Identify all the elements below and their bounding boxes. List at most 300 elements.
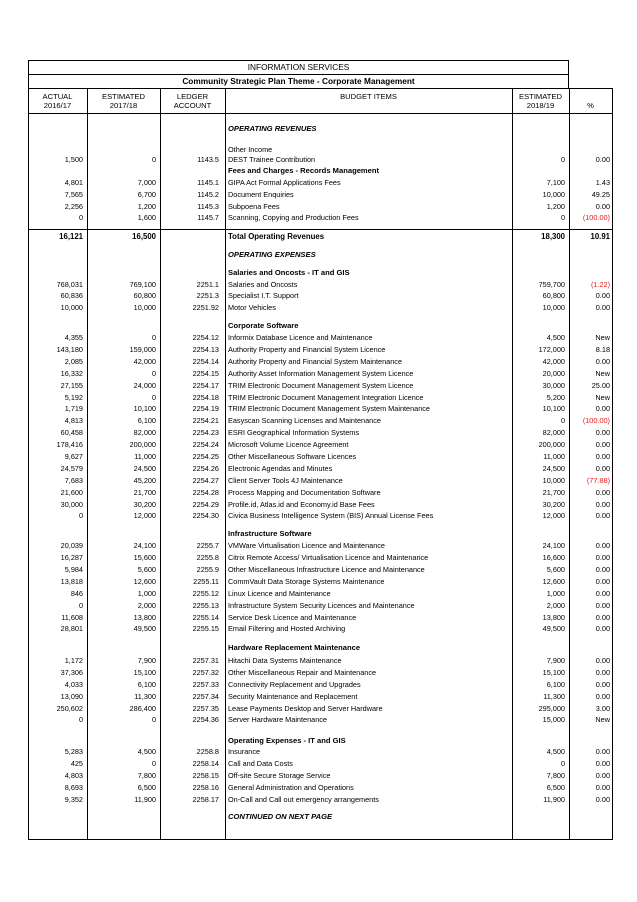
pct-cell: 0.00 [595,771,610,780]
ledger-cell: 2255.11 [193,577,219,586]
estimated-cell: 10,100 [133,404,156,413]
col-line [225,88,226,840]
estimated-cell: 24,000 [133,381,156,390]
pct-cell: 0.00 [595,428,610,437]
estimated-next-cell: 759,700 [538,280,565,289]
ledger-cell: 2251.92 [192,303,219,312]
ledger-cell: 2254.14 [192,357,219,366]
estimated-next-cell: 295,000 [538,704,565,713]
actual-cell: 5,984 [64,565,83,574]
ledger-cell: 2254.24 [192,440,219,449]
actual-cell: 5,283 [64,747,83,756]
estimated-next-cell: 15,000 [542,715,565,724]
ledger-cell: 2257.32 [192,668,219,677]
col-header-line: ACTUAL [42,92,73,101]
pct-cell: 0.00 [595,692,610,701]
pct-cell: 0.00 [595,613,610,622]
pct-cell: 0.00 [595,303,610,312]
pct-cell: 0.00 [595,668,610,677]
pct-cell: 0.00 [595,553,610,562]
ledger-cell: 2255.7 [196,541,219,550]
col-header-line: LEDGER [176,92,209,101]
pct-cell: 0.00 [595,155,610,164]
ledger-cell: 2257.33 [192,680,219,689]
actual-cell: 20,039 [60,541,83,550]
estimated-cell: 200,000 [129,440,156,449]
actual-cell: 250,602 [56,704,83,713]
estimated-cell: 1,000 [137,589,156,598]
actual-cell: 4,801 [64,178,83,187]
ledger-cell: 1145.2 [197,190,219,199]
estimated-next-cell: 11,000 [543,452,565,461]
budget-item-cell: DEST Trainee Contribution [228,155,316,164]
ledger-cell: 1145.7 [197,213,219,222]
budget-item-cell: TRIM Electronic Document Management System Maintenance [228,404,430,413]
estimated-next-cell: 4,500 [546,747,565,756]
pct-cell: 0.00 [595,202,610,211]
title-divider [28,74,569,75]
budget-item-cell: Total Operating Revenues [228,232,325,241]
estimated-next-cell: 7,100 [546,178,565,187]
pct-cell: (77.88) [586,476,610,485]
actual-cell: 9,352 [64,795,83,804]
actual-cell: 13,090 [60,692,83,701]
pct-cell: 0.00 [595,747,610,756]
estimated-cell: 2,000 [137,601,156,610]
estimated-next-cell: 4,500 [546,333,565,342]
ledger-cell: 2258.14 [192,759,219,768]
budget-item-cell: Fees and Charges - Records Management [228,166,380,175]
budget-item-cell: OPERATING REVENUES [228,124,317,133]
estimated-next-cell: 30,200 [542,500,565,509]
actual-cell: 10,000 [60,303,83,312]
estimated-cell: 15,600 [133,553,156,562]
ledger-cell: 1145.3 [197,202,219,211]
estimated-next-cell: 82,000 [542,428,565,437]
page-subtitle: Community Strategic Plan Theme - Corporate Management [182,76,415,86]
budget-item-cell: Infrastructure Software [228,529,312,538]
pct-cell: 0.00 [595,656,610,665]
col-header-line: % [587,101,594,110]
estimated-cell: 769,100 [129,280,156,289]
budget-item-cell: Infrastructure System Security Licences and Maintenance [228,601,415,610]
budget-item-cell: Call and Data Costs [228,759,293,768]
ledger-cell: 2254.18 [192,393,219,402]
budget-item-cell: Salaries and Oncosts - IT and GIS [228,268,350,277]
budget-item-cell: Security Maintenance and Replacement [228,692,358,701]
actual-cell: 16,287 [60,553,83,562]
estimated-next-cell: 12,600 [542,577,565,586]
col-header-pct [569,101,612,110]
pct-cell: New [595,369,610,378]
ledger-cell: 2254.19 [192,404,219,413]
estimated-next-cell: 0 [560,213,565,222]
ledger-cell: 2255.12 [192,589,219,598]
ledger-cell: 2254.12 [192,333,219,342]
estimated-next-cell: 11,900 [543,795,565,804]
budget-item-cell: Lease Payments Desktop and Server Hardware [228,704,383,713]
estimated-cell: 0 [151,369,156,378]
ledger-cell: 2255.9 [196,565,219,574]
ledger-cell: 2254.21 [192,416,219,425]
budget-item-cell: Easyscan Scanning Licenses and Maintenance [228,416,381,425]
estimated-cell: 4,500 [137,747,156,756]
estimated-cell: 49,500 [133,624,156,633]
pct-cell: 0.00 [595,759,610,768]
actual-cell: 0 [78,715,83,724]
actual-cell: 7,565 [64,190,83,199]
estimated-cell: 16,500 [132,232,156,241]
actual-cell: 37,306 [60,668,83,677]
estimated-cell: 6,500 [137,783,156,792]
estimated-next-cell: 42,000 [542,357,565,366]
actual-cell: 0 [78,511,83,520]
ledger-cell: 2254.26 [192,464,219,473]
budget-item-cell: Specialist I.T. Support [228,291,299,300]
actual-cell: 30,000 [60,500,83,509]
ledger-cell: 2251.1 [196,280,219,289]
budget-item-cell: Civica Business Intelligence System (BIS) Annual License Fees [228,511,434,520]
estimated-cell: 60,800 [133,291,156,300]
estimated-cell: 15,100 [133,668,156,677]
actual-cell: 8,693 [64,783,83,792]
page-title: INFORMATION SERVICES [247,62,350,72]
budget-item-cell: Other Miscellaneous Software Licences [228,452,357,461]
actual-cell: 846 [70,589,83,598]
col-header-estimated-next [512,92,569,110]
ledger-cell: 2254.23 [192,428,219,437]
estimated-cell: 0 [151,333,156,342]
ledger-cell: 2258.8 [196,747,219,756]
pct-cell: 0.00 [595,452,610,461]
col-header-line: 2018/19 [526,101,555,110]
estimated-cell: 0 [151,155,156,164]
estimated-next-cell: 60,800 [542,291,565,300]
ledger-cell: 2254.28 [192,488,219,497]
ledger-cell: 2254.29 [192,500,219,509]
budget-item-cell: Authority Property and Financial System Licence [228,345,386,354]
ledger-cell: 2255.8 [196,553,219,562]
budget-item-cell: OPERATING EXPENSES [228,250,316,259]
pct-cell: New [595,393,610,402]
pct-cell: 0.00 [595,404,610,413]
col-line [612,88,613,840]
pct-cell: 0.00 [595,464,610,473]
ledger-cell: 2254.36 [192,715,219,724]
pct-cell: 0.00 [595,601,610,610]
estimated-next-cell: 10,000 [542,303,565,312]
estimated-next-cell: 6,500 [546,783,565,792]
budget-item-cell: Citrix Remote Access/ Virtualisation Licence and Maintenance [228,553,429,562]
pct-cell: 0.00 [595,680,610,689]
pct-cell: 0.00 [595,440,610,449]
frame-bottom [28,839,613,840]
budget-item-cell: Hardware Replacement Maintenance [228,643,361,652]
budget-item-cell: Linux Licence and Maintenance [228,589,331,598]
budget-item-cell: Document Enquiries [228,190,294,199]
estimated-cell: 0 [151,393,156,402]
actual-cell: 1,719 [64,404,83,413]
ledger-cell: 2255.14 [192,613,219,622]
estimated-cell: 0 [151,715,156,724]
ledger-cell: 2251.3 [196,291,219,300]
estimated-cell: 13,800 [133,613,156,622]
estimated-cell: 82,000 [133,428,156,437]
actual-cell: 0 [78,601,83,610]
estimated-cell: 42,000 [133,357,156,366]
col-header-line: ACCOUNT [173,101,212,110]
budget-item-cell: Other Income [228,145,273,154]
estimated-next-cell: 7,800 [546,771,565,780]
actual-cell: 16,332 [60,369,83,378]
estimated-next-cell: 10,100 [542,404,565,413]
estimated-next-cell: 20,000 [542,369,565,378]
actual-cell: 28,801 [60,624,83,633]
estimated-next-cell: 16,600 [542,553,565,562]
estimated-next-cell: 0 [560,155,565,164]
actual-cell: 1,500 [64,155,83,164]
ledger-cell: 1145.1 [197,178,219,187]
budget-item-cell: On-Call and Call out emergency arrangements [228,795,379,804]
actual-cell: 4,355 [64,333,83,342]
estimated-cell: 10,000 [133,303,156,312]
budget-item-cell: Authority Asset Information Management System Licence [228,369,414,378]
actual-cell: 60,458 [60,428,83,437]
pct-cell: 0.00 [595,511,610,520]
estimated-next-cell: 49,500 [542,624,565,633]
ledger-cell: 2257.31 [192,656,219,665]
pct-cell: 0.00 [595,577,610,586]
budget-item-cell: Microsoft Volume Licence Agreement [228,440,349,449]
budget-item-cell: General Administration and Operations [228,783,354,792]
pct-cell: New [595,333,610,342]
budget-item-cell: Authority Property and Financial System Maintenance [228,357,402,366]
estimated-cell: 24,500 [133,464,156,473]
budget-item-cell: Motor Vehicles [228,303,276,312]
col-header-line: ESTIMATED [102,92,145,101]
actual-cell: 24,579 [60,464,83,473]
estimated-cell: 5,600 [137,565,156,574]
estimated-cell: 12,000 [133,511,156,520]
ledger-cell: 2255.13 [192,601,219,610]
budget-item-cell: Client Server Tools 4J Maintenance [228,476,343,485]
budget-item-cell: Informix Database Licence and Maintenance [228,333,373,342]
pct-cell: 0.00 [595,589,610,598]
actual-cell: 768,031 [56,280,83,289]
estimated-next-cell: 13,800 [542,613,565,622]
estimated-cell: 6,100 [137,680,156,689]
estimated-next-cell: 7,900 [546,656,565,665]
pct-cell: 0.00 [595,795,610,804]
estimated-next-cell: 2,000 [546,601,565,610]
pct-cell: 1.43 [595,178,610,187]
ledger-cell: 2258.16 [192,783,219,792]
estimated-cell: 11,000 [134,452,156,461]
estimated-cell: 286,400 [129,704,156,713]
ledger-cell: 2254.13 [192,345,219,354]
actual-cell: 27,155 [60,381,83,390]
actual-cell: 2,256 [64,202,83,211]
subtitle-divider [28,88,613,89]
estimated-next-cell: 1,000 [546,589,565,598]
estimated-cell: 7,000 [137,178,156,187]
budget-item-cell: Scanning, Copying and Production Fees [228,213,359,222]
pct-cell: (1.22) [590,280,610,289]
budget-item-cell: Corporate Software [228,321,299,330]
estimated-next-cell: 172,000 [538,345,565,354]
budget-item-cell: TRIM Electronic Document Management Integration Licence [228,393,424,402]
budget-item-cell: Other Miscellaneous Infrastructure Licence and Maintenance [228,565,425,574]
budget-item-cell: Operating Expenses - IT and GIS [228,736,346,745]
budget-item-cell: TRIM Electronic Document Management System Licence [228,381,414,390]
budget-item-cell: Email Filtering and Hosted Archiving [228,624,346,633]
estimated-next-cell: 21,700 [542,488,565,497]
pct-cell: 49.25 [591,190,610,199]
actual-cell: 4,033 [64,680,83,689]
pct-cell: 0.00 [595,541,610,550]
ledger-cell: 2257.34 [192,692,219,701]
actual-cell: 16,121 [59,232,83,241]
estimated-cell: 7,900 [137,656,156,665]
budget-item-cell: Process Mapping and Documentation Software [228,488,381,497]
col-header-line: ESTIMATED [519,92,562,101]
ledger-cell: 2255.15 [192,624,219,633]
col-header-line: 2016/17 [43,101,72,110]
estimated-cell: 24,100 [133,541,156,550]
estimated-next-cell: 11,300 [543,692,565,701]
actual-cell: 7,683 [64,476,83,485]
estimated-cell: 6,700 [137,190,156,199]
actual-cell: 178,416 [56,440,83,449]
pct-cell: 0.00 [595,500,610,509]
pct-cell: 0.00 [595,488,610,497]
pct-cell: New [595,715,610,724]
budget-item-cell: Electronic Agendas and Minutes [228,464,333,473]
actual-cell: 21,600 [60,488,83,497]
estimated-next-cell: 200,000 [538,440,565,449]
budget-item-cell: GIPA Act Formal Applications Fees [228,178,341,187]
estimated-next-cell: 6,100 [546,680,565,689]
total-divider [28,229,613,230]
pct-cell: 25.00 [591,381,610,390]
ledger-cell: 1143.5 [197,155,219,164]
ledger-cell: 2254.15 [192,369,219,378]
estimated-next-cell: 5,200 [546,393,565,402]
budget-item-cell: Profile.id, Atlas.id and Economy.id Base Fees [228,500,375,509]
budget-item-cell: Server Hardware Maintenance [228,715,327,724]
actual-cell: 11,608 [61,613,83,622]
budget-item-cell: Subpoena Fees [228,202,280,211]
ledger-cell: 2254.27 [192,476,219,485]
estimated-next-cell: 10,000 [542,476,565,485]
pct-cell: 8.18 [595,345,610,354]
estimated-cell: 11,300 [134,692,156,701]
col-header-ledger [160,92,225,110]
actual-cell: 0 [78,213,83,222]
col-header-line: 2017/18 [109,101,138,110]
estimated-cell: 159,000 [129,345,156,354]
actual-cell: 5,192 [64,393,83,402]
estimated-cell: 30,200 [133,500,156,509]
actual-cell: 60,836 [60,291,83,300]
ledger-cell: 2257.35 [192,704,219,713]
budget-item-cell: ESRI Geographical Information Systems [228,428,359,437]
pct-cell: 0.00 [595,291,610,300]
budget-item-cell: Hitachi Data Systems Maintenance [228,656,342,665]
budget-item-cell: VMWare Virtualisation Licence and Maintenance [228,541,385,550]
actual-cell: 1,172 [64,656,83,665]
actual-cell: 9,627 [64,452,83,461]
pct-cell: 10.91 [590,232,610,241]
estimated-next-cell: 0 [560,759,565,768]
budget-item-cell: Other Miscellaneous Repair and Maintenance [228,668,377,677]
budget-item-cell: Off-site Secure Storage Service [228,771,331,780]
ledger-cell: 2254.30 [192,511,219,520]
pct-cell: (100.00) [582,416,610,425]
estimated-next-cell: 15,100 [542,668,565,677]
budget-item-cell: Service Desk Licence and Maintenance [228,613,357,622]
actual-cell: 143,180 [56,345,83,354]
pct-cell: 0.00 [595,624,610,633]
frame-top [28,60,569,61]
budget-item-cell: Insurance [228,747,261,756]
estimated-next-cell: 10,000 [542,190,565,199]
estimated-next-cell: 5,600 [546,565,565,574]
ledger-cell: 2254.17 [192,381,219,390]
actual-cell: 4,803 [64,771,83,780]
ledger-cell: 2258.15 [192,771,219,780]
pct-cell: (100.00) [582,213,610,222]
pct-cell: 0.00 [595,565,610,574]
estimated-cell: 11,900 [134,795,156,804]
estimated-cell: 12,600 [133,577,156,586]
estimated-cell: 6,100 [137,416,156,425]
estimated-cell: 7,800 [137,771,156,780]
estimated-next-cell: 24,100 [542,541,565,550]
estimated-cell: 21,700 [133,488,156,497]
ledger-cell: 2254.25 [192,452,219,461]
col-header-actual [28,92,87,110]
col-header-items [225,92,512,101]
estimated-cell: 45,200 [133,476,156,485]
estimated-cell: 1,200 [137,202,156,211]
actual-cell: 13,818 [60,577,83,586]
estimated-cell: 0 [151,759,156,768]
col-header-estimated [87,92,160,110]
estimated-next-cell: 18,300 [541,232,565,241]
budget-item-cell: Connectivity Replacement and Upgrades [228,680,361,689]
pct-cell: 0.00 [595,357,610,366]
budget-item-cell: CONTINUED ON NEXT PAGE [228,812,333,821]
header-divider [28,113,613,114]
actual-cell: 4,813 [64,416,83,425]
estimated-cell: 1,600 [137,213,156,222]
estimated-next-cell: 12,000 [542,511,565,520]
estimated-next-cell: 24,500 [542,464,565,473]
col-header-line: BUDGET ITEMS [340,92,397,101]
actual-cell: 425 [70,759,83,768]
budget-item-cell: CommVault Data Storage Systems Maintenance [228,577,385,586]
pct-cell: 3.00 [595,704,610,713]
pct-cell: 0.00 [595,783,610,792]
estimated-next-cell: 0 [560,416,565,425]
budget-item-cell: Salaries and Oncosts [228,280,298,289]
actual-cell: 2,085 [64,357,83,366]
budget-sheet [28,60,613,840]
estimated-next-cell: 30,000 [542,381,565,390]
ledger-cell: 2258.17 [192,795,219,804]
estimated-next-cell: 1,200 [546,202,565,211]
